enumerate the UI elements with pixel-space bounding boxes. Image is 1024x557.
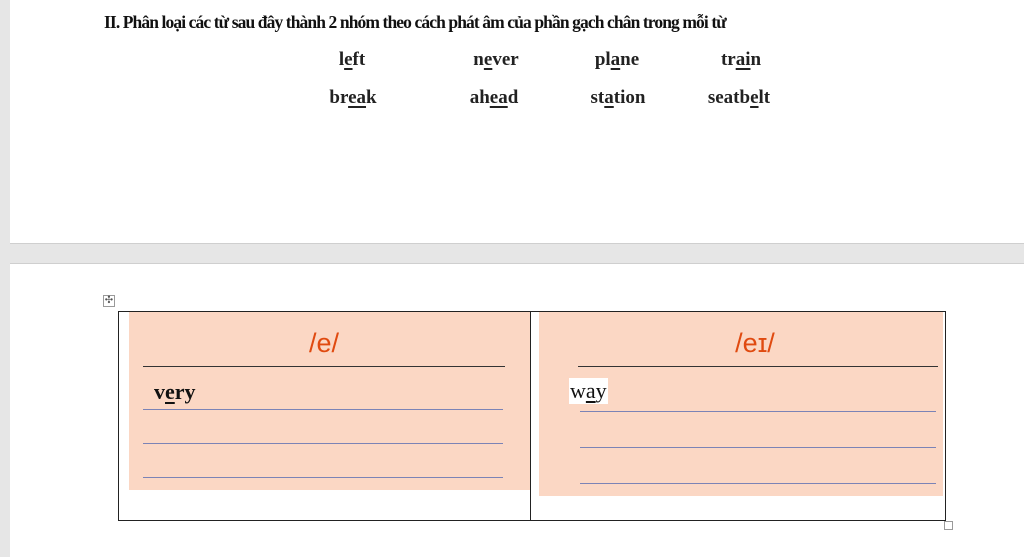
exercise-heading: II. Phân loại các từ sau đây thành 2 nhóm theo cách phát âm của phần gạch chân trong mỗi từ — [104, 12, 726, 32]
word-item: train — [720, 49, 762, 70]
word-item: plane — [594, 49, 640, 70]
right-example-word[interactable]: way — [570, 378, 607, 403]
word-item: station — [590, 87, 646, 108]
right-answer-line[interactable] — [580, 483, 936, 484]
table-resize-handle[interactable] — [944, 521, 953, 530]
document-page-top — [10, 0, 1024, 244]
left-answer-line[interactable] — [143, 409, 503, 410]
right-header-rule — [578, 366, 938, 367]
left-answer-line[interactable] — [143, 443, 503, 444]
sound-table[interactable] — [118, 311, 946, 521]
left-header-rule — [143, 366, 505, 367]
right-answer-line[interactable] — [580, 447, 936, 448]
right-sound-label: /eɪ/ — [735, 328, 775, 358]
left-sound-label: /e/ — [308, 328, 340, 358]
word-item: left — [338, 49, 366, 70]
left-example-word[interactable]: very — [154, 379, 196, 404]
left-answer-line[interactable] — [143, 477, 503, 478]
document-page-bottom — [10, 263, 1024, 557]
word-item: break — [329, 87, 377, 108]
word-item: seatbelt — [707, 87, 771, 108]
column-divider — [530, 312, 531, 520]
right-answer-line[interactable] — [580, 411, 936, 412]
word-item: ahead — [469, 87, 519, 108]
table-move-handle-icon[interactable]: ✣ — [104, 295, 114, 306]
word-item: never — [473, 49, 519, 70]
